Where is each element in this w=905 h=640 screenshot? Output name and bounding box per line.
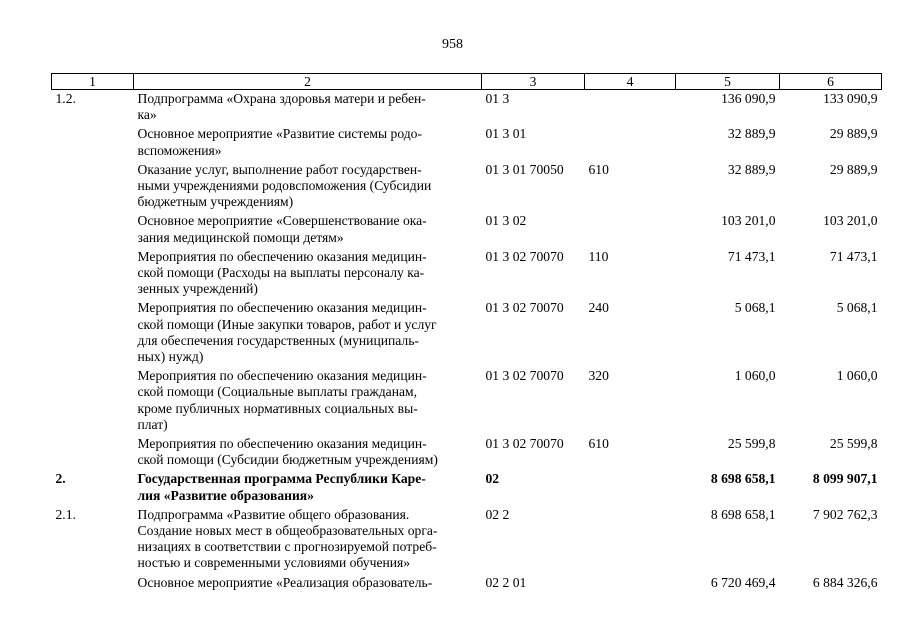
row-number <box>52 212 134 247</box>
row-code: 02 2 01 <box>485 574 527 590</box>
table-row <box>52 299 882 367</box>
row-name: Оказание услуг, выполнение работ государствен- ными учреждениями родовспоможения (Субсидии бюджетным учреждениям) <box>137 161 432 210</box>
row-expense-type <box>585 90 676 126</box>
row-value-6: 8 099 907,1 <box>812 471 878 487</box>
table-row <box>52 435 882 470</box>
row-expense-type <box>585 212 676 247</box>
row-code: 01 3 02 70070 <box>485 248 564 264</box>
row-code: 01 3 01 <box>485 126 527 142</box>
row-number: 2. <box>55 471 66 487</box>
row-name: Мероприятия по обеспечению оказания медицин- ской помощи (Социальные выплаты гражданам, кроме публичных нормативных социальных вы- плат) <box>137 368 427 432</box>
column-header-1: 1 <box>52 74 134 90</box>
row-value-5: 1 060,0 <box>734 368 776 384</box>
row-number <box>52 299 134 367</box>
row-value-6: 5 068,1 <box>836 300 878 316</box>
row-code: 01 3 02 70070 <box>485 436 564 452</box>
row-value-6: 71 473,1 <box>829 248 878 264</box>
row-expense-type <box>585 470 676 505</box>
row-number <box>52 125 134 160</box>
row-number: 1.2. <box>55 91 76 106</box>
header-row <box>52 74 882 90</box>
table-body <box>52 90 882 593</box>
row-name: Мероприятия по обеспечению оказания медицин- ской помощи (Субсидии бюджетным учреждениям) <box>137 436 438 468</box>
row-expense-type: 320 <box>588 368 609 384</box>
row-expense-type: 240 <box>588 300 609 316</box>
table-row <box>52 470 882 505</box>
column-header-4: 4 <box>585 74 676 90</box>
row-value-5: 6 720 469,4 <box>710 574 776 590</box>
row-value-5: 71 473,1 <box>727 248 776 264</box>
row-value-5: 136 090,9 <box>721 91 776 106</box>
budget-table <box>51 73 882 593</box>
row-value-6: 29 889,9 <box>829 126 878 142</box>
row-expense-type <box>585 125 676 160</box>
row-name: Государственная программа Республики Каре- лия «Развитие образования» <box>137 471 426 503</box>
row-value-6: 6 884 326,6 <box>812 574 878 590</box>
row-value-5: 8 698 658,1 <box>710 471 776 487</box>
row-code: 02 2 <box>485 506 510 522</box>
table-row <box>52 90 882 126</box>
row-value-5: 32 889,9 <box>727 126 776 142</box>
row-value-6: 1 060,0 <box>836 368 878 384</box>
row-name: Основное мероприятие «Совершенствование ока- зания медицинской помощи детям» <box>137 213 427 245</box>
table-row <box>52 161 882 213</box>
row-code: 01 3 <box>485 91 510 106</box>
row-expense-type <box>585 574 676 593</box>
table-row <box>52 367 882 435</box>
row-value-5: 32 889,9 <box>727 161 776 177</box>
row-number <box>52 435 134 470</box>
row-number <box>52 574 134 593</box>
row-expense-type <box>585 506 676 574</box>
table-row <box>52 125 882 160</box>
table-row <box>52 248 882 300</box>
row-code: 01 3 02 70070 <box>485 368 564 384</box>
row-value-6: 7 902 762,3 <box>812 506 878 522</box>
row-expense-type: 110 <box>588 248 609 264</box>
table-row <box>52 506 882 574</box>
row-number <box>52 248 134 300</box>
row-expense-type: 610 <box>588 161 609 177</box>
row-value-5: 5 068,1 <box>734 300 776 316</box>
row-value-5: 103 201,0 <box>721 213 776 229</box>
column-header-5: 5 <box>676 74 780 90</box>
row-name: Мероприятия по обеспечению оказания медицин- ской помощи (Расходы на выплаты персоналу ка- зенных учреждений) <box>137 248 427 297</box>
column-header-6: 6 <box>780 74 882 90</box>
row-name: Основное мероприятие «Реализация образователь- <box>137 574 433 590</box>
page-number: 958 <box>442 37 463 52</box>
row-value-6: 103 201,0 <box>823 213 878 229</box>
row-name: Мероприятия по обеспечению оказания медицин- ской помощи (Иные закупки товаров, работ и услуг для обеспечения государственных (муниципаль- ных) нужд) <box>137 300 437 365</box>
row-name: Основное мероприятие «Развитие системы родо- вспоможения» <box>137 126 422 158</box>
row-value-5: 8 698 658,1 <box>710 506 776 522</box>
row-number <box>52 161 134 213</box>
row-number <box>52 367 134 435</box>
row-number: 2.1. <box>55 506 76 522</box>
row-code: 01 3 02 70070 <box>485 300 564 316</box>
row-code: 01 3 02 <box>485 213 527 229</box>
row-value-5: 25 599,8 <box>727 436 776 452</box>
column-header-2: 2 <box>134 74 482 90</box>
row-value-6: 25 599,8 <box>829 436 878 452</box>
table-row <box>52 212 882 247</box>
row-code: 02 <box>485 471 500 487</box>
row-expense-type: 610 <box>588 436 609 452</box>
row-value-6: 133 090,9 <box>823 91 878 106</box>
table-row <box>52 574 882 593</box>
row-code: 01 3 01 70050 <box>485 161 564 177</box>
row-value-6: 29 889,9 <box>829 161 878 177</box>
row-name: Подпрограмма «Развитие общего образования. Создание новых мест в общеобразовательных орга- низациях в соответствии с прогнозируемой потреб- ностью и современными условиями обучения» <box>137 506 438 571</box>
table-header <box>52 74 882 90</box>
column-header-3: 3 <box>482 74 585 90</box>
row-name: Подпрограмма «Охрана здоровья матери и ребен- ка» <box>137 91 426 123</box>
